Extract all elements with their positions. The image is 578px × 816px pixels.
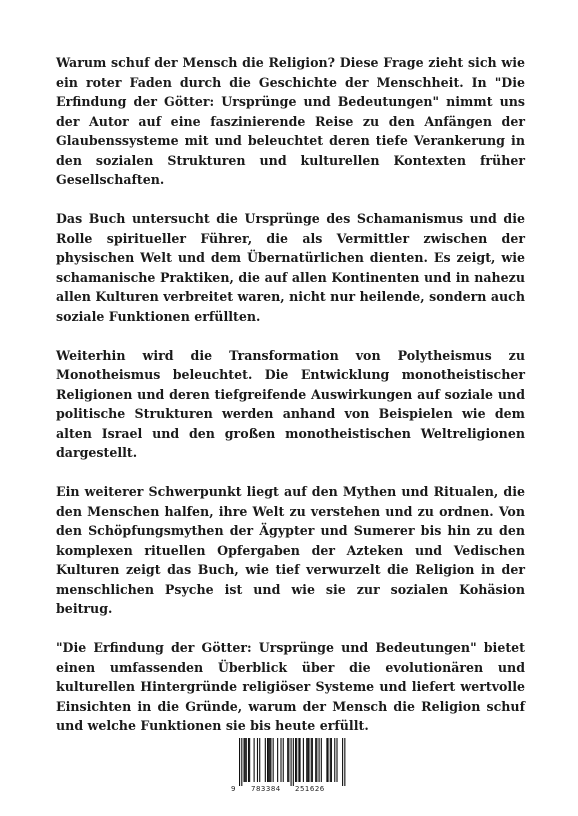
- barcode-bar: [245, 738, 246, 782]
- barcode-bar: [239, 738, 240, 786]
- barcode-bar: [257, 738, 258, 782]
- barcode-bar: [327, 738, 328, 782]
- barcode-bar: [330, 738, 331, 782]
- barcode-bar: [273, 738, 274, 782]
- barcode-bar: [342, 738, 343, 786]
- paragraph-myths-rituals: Ein weiterer Schwerpunkt liegt auf den Mythen und Ritualen, die den Menschen halfen, ihre Welt zu verstehen und zu ordnen. Von den Schöpfungsmythen der Ägypter und Sumerer bis hin zu den komplexen rituellen Opfergaben der Azteken und Vedischen Kulturen zeigt das Buch, wie tief verwurzelt die Religion in der menschlichen Psyche ist und wie sie zur sozialen Kohäsion beitrug.: [56, 484, 525, 616]
- barcode-digits: [229, 785, 349, 797]
- barcode-bar: [334, 738, 335, 782]
- barcode-bar: [295, 738, 296, 782]
- barcode-bar: [241, 738, 242, 786]
- paragraph-intro: Warum schuf der Mensch die Religion? Diese Frage zieht sich wie ein roter Faden durch die Geschichte der Menschheit. In "Die Erfindung der Götter: Ursprünge und Bedeutungen" nimmt uns der Autor auf eine faszinierende Reise zu den Anfängen der Glaubenssysteme mit und beleuchtet deren tiefe Verankerung in den sozialen Strukturen und kulturellen Kontexten früher Gesellschaften.: [56, 55, 525, 187]
- barcode-bar: [311, 738, 312, 782]
- barcode-bar: [277, 738, 278, 782]
- barcode-bar: [287, 738, 288, 782]
- barcode-bar: [303, 738, 304, 782]
- barcode-bar: [269, 738, 270, 782]
- barcode-bar: [291, 738, 292, 786]
- back-cover-text: [56, 53, 525, 755]
- barcode-right-group: 251626: [295, 785, 325, 793]
- barcode-bar: [321, 738, 322, 782]
- barcode-bar: [312, 738, 313, 782]
- barcode-bar: [270, 738, 271, 782]
- barcode-bar: [316, 738, 317, 782]
- barcode-bar: [246, 738, 247, 782]
- barcode-bar: [293, 738, 294, 786]
- barcode-bar: [298, 738, 299, 782]
- barcode-bar: [299, 738, 300, 782]
- barcode-bar: [249, 738, 250, 782]
- barcode-bar: [326, 738, 327, 782]
- barcode-bar: [254, 738, 255, 782]
- barcode-bar: [344, 738, 345, 786]
- barcode-bar: [306, 738, 307, 782]
- barcode-bar: [307, 738, 308, 782]
- paragraph-shamanism: Das Buch untersucht die Ursprünge des Schamanismus und die Rolle spiritueller Führer, die als Vermittler zwischen der physischen Welt und dem Übernatürlichen dienten. Es zeigt, wie schamanische Praktiken, die auf allen Kontinenten und in nahezu allen Kulturen verbreitet waren, nicht nur heilende, sondern auch soziale Funktionen erfüllten.: [56, 211, 525, 324]
- paragraph-summary: "Die Erfindung der Götter: Ursprünge und Bedeutungen" bietet einen umfassenden Überblick über die evolutionären und kulturellen Hintergründe religiöser Systeme und liefert wertvolle Einsichten in die Gründe, warum der Mensch die Religion schuf und welche Funktionen sie bis heute erfüllt.: [56, 640, 525, 733]
- barcode-bar: [283, 738, 284, 782]
- isbn-barcode: [229, 736, 349, 798]
- barcode-bar: [243, 738, 244, 782]
- barcode-lead-digit: 9: [231, 785, 236, 793]
- barcode-bar: [319, 738, 320, 782]
- barcode-bar: [259, 738, 260, 782]
- barcode-bar: [267, 738, 268, 782]
- barcode-bar: [280, 738, 281, 782]
- barcode-bar: [288, 738, 289, 782]
- barcode-bar: [265, 738, 266, 782]
- barcode-bar: [315, 738, 316, 782]
- barcode-bar: [268, 738, 269, 782]
- barcode-bars: [229, 736, 349, 786]
- barcode-left-group: 783384: [251, 785, 281, 793]
- barcode-bar: [331, 738, 332, 782]
- barcode-bar: [248, 738, 249, 782]
- barcode-bar: [308, 738, 309, 782]
- barcode-bar: [336, 738, 337, 782]
- barcode-bar: [296, 738, 297, 782]
- paragraph-monotheism: Weiterhin wird die Transformation von Polytheismus zu Monotheismus beleuchtet. Die Entwicklung monotheistischer Religionen und deren tiefgreifende Auswirkungen auf soziale und politische Strukturen werden anhand von Beispielen wie dem alten Israel und den großen monotheistischen Weltreligionen dargestellt.: [56, 347, 525, 460]
